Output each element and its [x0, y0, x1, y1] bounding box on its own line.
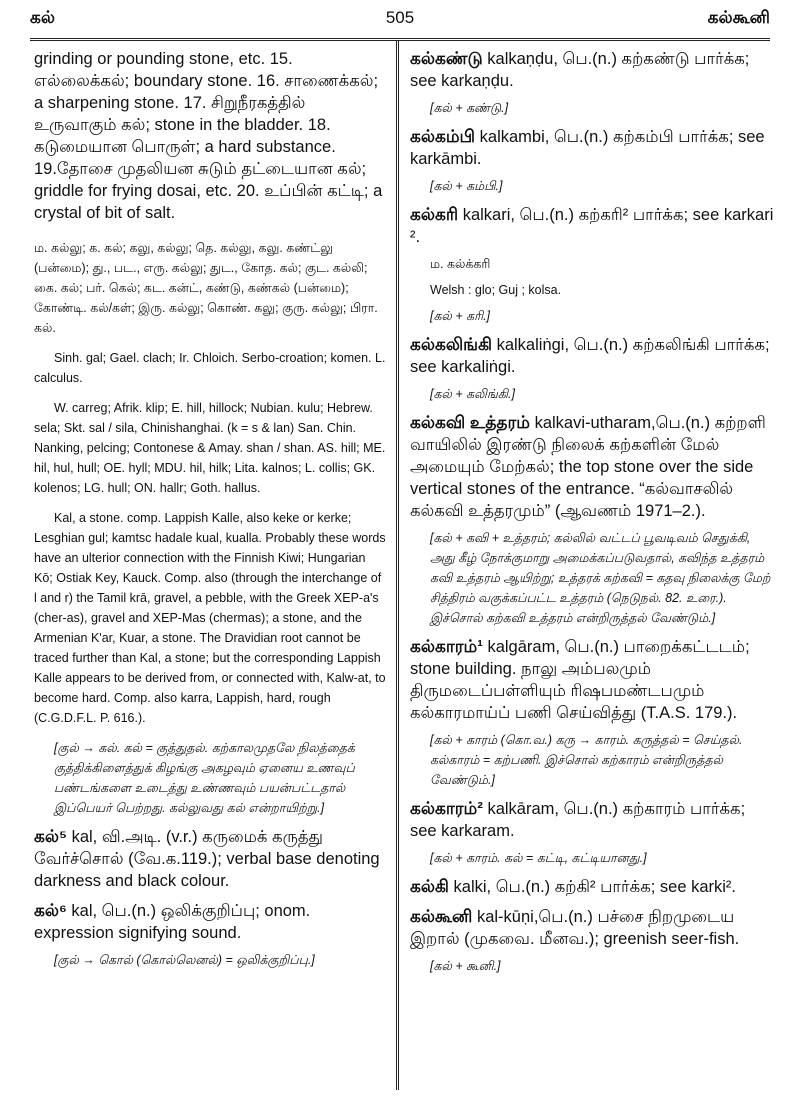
- left-column: [34, 48, 386, 1090]
- entry-body: kalkavi-utharam,பெ.(n.) கற்றளி வாயிலில் இரண்டு நிலைக் கற்களின் மேல் அமையும் மேற்கல்; the top stone over the side vertical stones of the entrance. “கல்வாசலில் கல்கவி உத்தரமும்” (ஆவணம் 1971–2.).: [410, 414, 766, 520]
- entry-body: kalkambi, பெ.(n.) கற்கம்பி பார்க்க; see karkāmbi.: [410, 128, 765, 168]
- ie-cognates-2: W. carreg; Afrik. klip; E. hill, hillock; Nubian. kulu; Hebrew. sela; Skt. sal / sila, Chinishanghai. (k = s & lan) San. Chin. Nanking, pelcing; Contonese & Amay. shan / shan. AS. hill; ME. hil, hul, hull; OE. hyll; MDU. hil, hilk; Lita. kalnos; L. collis; GK. kolenos; LG. hull; ON. hallr; Goth. hallus.: [34, 401, 386, 495]
- column-divider: [396, 40, 399, 1090]
- entry-kalkari: [410, 204, 774, 326]
- entry-body: kalkāram, பெ.(n.) கற்காரம் பார்க்க; see karkaram.: [410, 800, 746, 840]
- etymology-kal: [குல் → கல். கல் = குத்துதல். கற்காலமுதலே நிலத்தைக் குத்திக்கிளைத்துக் கிழங்கு அகழவும் ஏனைய உணவுப் பண்டங்களை உடைத்து உண்ணவும் பயன்பட்டதால் இப்பெயர் பெற்றது. கல்லுவது கல் என்றாயிற்று.]: [54, 741, 355, 815]
- headword: கல்கலிங்கி: [410, 335, 492, 354]
- entry-kalkambi: [410, 126, 774, 196]
- entry-continuation: grinding or pounding stone, etc. 15. எல்லைக்கல்; boundary stone. 16. சாணைக்கல்; a sharpening stone. 17. சிறுநீரகத்தில் உருவாகும் கல்; stone in the bladder. 18. கடுமையான பொருள்; a hard substance. 19.தோசை முதலியன சுடும் தட்டையான கல்; griddle for frying dosai, etc. 20. உப்பின் கட்டி; a crystal of bit of salt.: [34, 50, 383, 222]
- headword: கல்கூனி: [410, 907, 473, 926]
- etymology: [கல் + கம்பி.]: [430, 179, 503, 193]
- headword: கல்காரம்¹: [410, 637, 483, 656]
- header-left-guideword: கல்: [30, 8, 55, 27]
- headword: கல்⁶: [34, 901, 67, 920]
- entry-body: kalgāram, பெ.(n.) பாறைக்கட்டடம்; stone building. நாலு அம்பலமும் திருமடைப்பள்ளியும் ரிஷபமண்டபமும் கல்காரமாய்ப் பணி செய்வித்து (T.A.S. 179.).: [410, 638, 750, 722]
- headword: கல்கம்பி: [410, 127, 476, 146]
- entry-body: kal, வி.அடி. (v.r.) கருமைக் கருத்து வேர்ச்சொல் (வே.க.119.); verbal base denoting darkness and black colour.: [34, 828, 380, 890]
- page-number: 505: [385, 8, 415, 27]
- entry-body: kal, பெ.(n.) ஒலிக்குறிப்பு; onom. expression signifying sound.: [34, 902, 311, 942]
- etymology: [கல் + காரம். கல் = கட்டி, கட்டியானது.]: [430, 851, 647, 865]
- entry-kalki: [410, 876, 774, 898]
- entry-body: kalkari, பெ.(n.) கற்கரி² பார்க்க; see karkari ².: [410, 206, 774, 246]
- etymology: [கல் + கூனி.]: [430, 959, 501, 973]
- dravidian-cognates: ம. கல்லு; க. கல்; கலு, கல்லு; தெ. கல்லு, கலு. கண்ட்லு (பன்மை); து., பட., எரு. கல்லு; துட., கோத. கல்; குட. கல்லி; கை. கல்; பர். கெல்; கட. கன்ட், கண்டு, கண்கல் (பன்மை); கோண்டி. கல்/கள்; இரு. கல்லு; கொண். கலு; குரு. கல்லு; பிரா. கல்.: [34, 241, 378, 335]
- entry-kal5: [34, 826, 386, 892]
- headword: கல்கி: [410, 877, 449, 896]
- header-right-guideword: கல்கூனி: [707, 8, 770, 27]
- entry-kalkavi-utharam: [410, 412, 774, 628]
- entry-kal6: [34, 900, 386, 970]
- headword: கல்கரி: [410, 205, 459, 224]
- headword: கல்கண்டு: [410, 49, 483, 68]
- etymology-note: Kal, a stone. comp. Lappish Kalle, also keke or kerke; Lesghian gul; kamtsc hadale kual, kualla. Probably these words have an ulterior connection with the Finnish Kiwi; Hungarian Kō; Ostiak Key, Kauck. Comp. also (through the interchange of l and r) the Tamil krā, gravel, a pebble, with the Greek XEP-a's (cher-as), gravel and XEP-Mas (chermas); a stone, and the Armenian K'ar, Kuar, a stone. The Dravidian root cannot be traced further than Kal, a stone; but the corresponding Lappish Kalle appears to be derived from, or connected with, Kalw-at, to become hard. Comp. also karra, Lappish, hard, rough (C.G.D.F.L. P. 616.).: [34, 511, 386, 725]
- etymology: [குல் → கொல் (கொல்லெனல்) = ஒலிக்குறிப்பு.]: [54, 953, 315, 967]
- entry-body: kal-kūṇi,பெ.(n.) பச்சை நிறமுடைய இறால் (முகவை. மீனவ.); greenish seer-fish.: [410, 908, 740, 948]
- ie-cognates-1: Sinh. gal; Gael. clach; Ir. Chloich. Serbo-croation; komen. L. calculus.: [34, 351, 386, 385]
- etymology: [கல் + காரம் (கொ.வ.) கரு → காரம். கருத்தல் = செய்தல். கல்காரம் = கற்பணி. இச்சொல் கற்காரம் என்றிருத்தல் வேண்டும்.]: [430, 733, 743, 787]
- right-column: [410, 48, 774, 1090]
- page-header: [30, 8, 770, 36]
- entry-kalkaram-2: [410, 798, 774, 868]
- headword: கல்காரம்²: [410, 799, 483, 818]
- entry-kalgaram-1: [410, 636, 774, 790]
- headword: கல்கவி உத்தரம்: [410, 413, 530, 432]
- entry-body: kalki, பெ.(n.) கற்கி² பார்க்க; see karki².: [453, 878, 737, 896]
- entry-kalkuni: [410, 906, 774, 976]
- etymology: [கல் + கரி.]: [430, 309, 491, 323]
- etymology: [கல் + கவி + உத்தரம்; கல்லில் வட்டப் பூவடிவம் செதுக்கி, அது கீழ் நோக்குமாறு அமைக்கப்படுவதால், கவிந்த உத்தரம் கவி உத்தரம் ஆயிற்று; உத்தரக் கற்கவி = கதவு நிலைக்கு மேற் சித்திரம் வகுக்கப்பட்ட உத்தரம் (நெடுநல். 82. உரை.). இச்சொல் கற்கவி உத்தரம் என்றிருத்தல் வேண்டும்.]: [430, 531, 771, 625]
- headword: கல்⁵: [34, 827, 67, 846]
- entry-body: kalkaliṅgi, பெ.(n.) கற்கலிங்கி பார்க்க; see karkaliṅgi.: [410, 336, 770, 376]
- entry-kalkalingi: [410, 334, 774, 404]
- etymology: [கல் + கலிங்கி.]: [430, 387, 515, 401]
- etymology: [கல் + கண்டு.]: [430, 101, 509, 115]
- header-rule: [30, 38, 770, 41]
- entry-kalkandu: [410, 48, 774, 118]
- cognates: ம. கல்க்கரி: [430, 257, 491, 271]
- entry-body: kalkaṇḍu, பெ.(n.) கற்கண்டு பார்க்க; see karkaṇḍu.: [410, 50, 750, 90]
- cognates-ie: Welsh : glo; Guj ; kolsa.: [430, 283, 562, 297]
